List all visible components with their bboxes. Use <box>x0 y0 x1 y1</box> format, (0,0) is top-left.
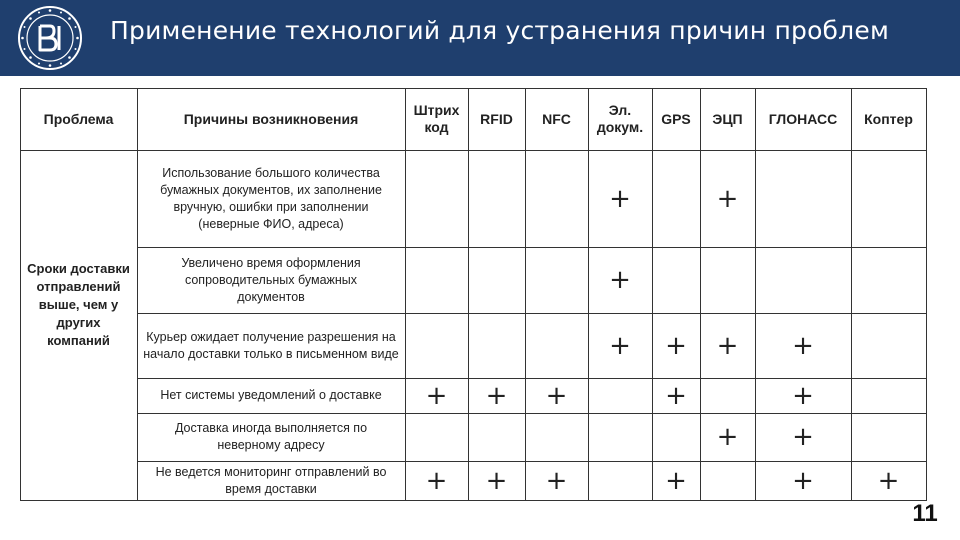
university-logo-icon <box>16 4 84 72</box>
mark-row6-barcode: + <box>425 465 448 496</box>
header-copter: Коптер <box>864 110 913 127</box>
mark-row4-nfc: + <box>545 380 568 411</box>
mark-row6-nfc: + <box>545 465 568 496</box>
cause-row-1: Использование большого количества бумажных документов, их заполнение вручную, ошибки при заполнении (неверные ФИО, адреса) <box>160 165 382 231</box>
mark-row2-edoc: + <box>609 265 631 295</box>
header-causes: Причины возникновения <box>183 110 359 127</box>
mark-row6-gps: + <box>665 465 687 496</box>
cause-row-2: Увеличено время оформления сопроводительных бумажных документов <box>181 255 361 304</box>
header-ecp: ЭЦП <box>712 110 743 127</box>
mark-row5-ecp: + <box>716 422 739 452</box>
mark-row4-gps: + <box>665 380 687 411</box>
mark-row3-ecp: + <box>716 330 739 361</box>
mark-row6-rfid: + <box>485 465 508 496</box>
header-nfc: NFC <box>542 110 571 127</box>
slide-header <box>0 0 960 76</box>
mark-row5-glonass: + <box>792 422 814 452</box>
header-rfid: RFID <box>480 110 513 127</box>
cause-row-3: Курьер ожидает получение разрешения на начало доставки только в письменном виде <box>143 329 399 361</box>
page-number: 11 <box>912 500 938 527</box>
slide-title: Применение технологий для устранения причин проблем <box>110 16 889 45</box>
header-gps: GPS <box>661 110 691 127</box>
header-edoc: Эл. докум. <box>596 102 644 135</box>
header-glonass: ГЛОНАСС <box>768 110 838 127</box>
mark-row1-edoc: + <box>609 183 631 214</box>
mark-row4-rfid: + <box>485 380 508 411</box>
cause-row-5: Доставка иногда выполняется по неверному адресу <box>174 421 368 452</box>
mark-row3-edoc: + <box>609 330 631 361</box>
cause-row-4: Нет системы уведомлений о доставке <box>160 388 382 402</box>
mark-row3-glonass: + <box>792 330 814 361</box>
mark-row4-barcode: + <box>425 380 448 411</box>
mark-row3-gps: + <box>665 330 687 361</box>
header-problem: Проблема <box>43 110 114 127</box>
mark-row4-glonass: + <box>792 380 814 411</box>
mark-row6-glonass: + <box>792 465 814 496</box>
mark-row1-ecp: + <box>716 183 739 214</box>
header-barcode: Штрих код <box>413 102 460 135</box>
mark-row6-copter: + <box>877 465 900 496</box>
cause-row-6: Не ведется мониторинг отправлений во время доставки <box>155 464 387 496</box>
problem-cell: Сроки доставки отправлений выше, чем у других компаний <box>27 261 130 348</box>
